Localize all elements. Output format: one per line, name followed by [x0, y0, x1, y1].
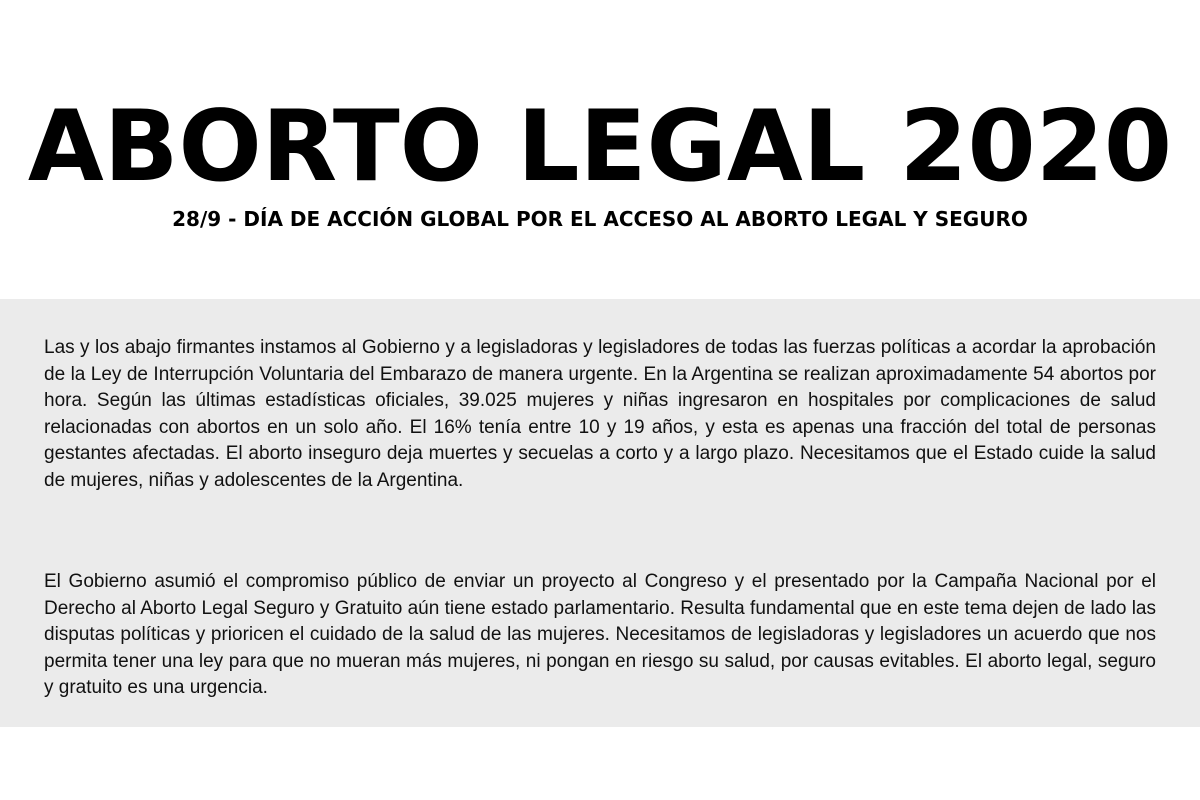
statement-panel [0, 299, 1200, 727]
page-subtitle: 28/9 - DÍA DE ACCIÓN GLOBAL POR EL ACCESO AL ABORTO LEGAL Y SEGURO [172, 207, 1028, 231]
statement-paragraph-1: Las y los abajo firmantes instamos al Gobierno y a legisladoras y legisladores de todas las fuerzas políticas a acordar la aprobación de la Ley de Interrupción Voluntaria del Embarazo de manera urgente. En la Argentina se realizan aproximadamente 54 abortos por hora. Según las últimas estadísticas oficiales, 39.025 mujeres y niñas ingresaron en hospitales por complicaciones de salud relacionadas con abortos en un solo año. El 16% tenía entre 10 y 19 años, y esta es apenas una fracción del total de personas gestantes afectadas. El aborto inseguro deja muertes y secuelas a corto y a largo plazo. Necesitamos que el Estado cuide la salud de mujeres, niñas y adolescentes de la Argentina. [44, 337, 1156, 491]
page-title: ABORTO LEGAL 2020 [27, 90, 1173, 204]
statement-paragraph-2: El Gobierno asumió el compromiso público de enviar un proyecto al Congreso y el presentado por la Campaña Nacional por el Derecho al Aborto Legal Seguro y Gratuito aún tiene estado parlamentario. Resulta fundamental que en este tema dejen de lado las disputas políticas y prioricen el cuidado de la salud de las mujeres. Necesitamos de legisladoras y legisladores un acuerdo que nos permita tener una ley para que no mueran más mujeres, ni pongan en riesgo su salud, por causas evitables. El aborto legal, seguro y gratuito es una urgencia. [44, 571, 1156, 698]
